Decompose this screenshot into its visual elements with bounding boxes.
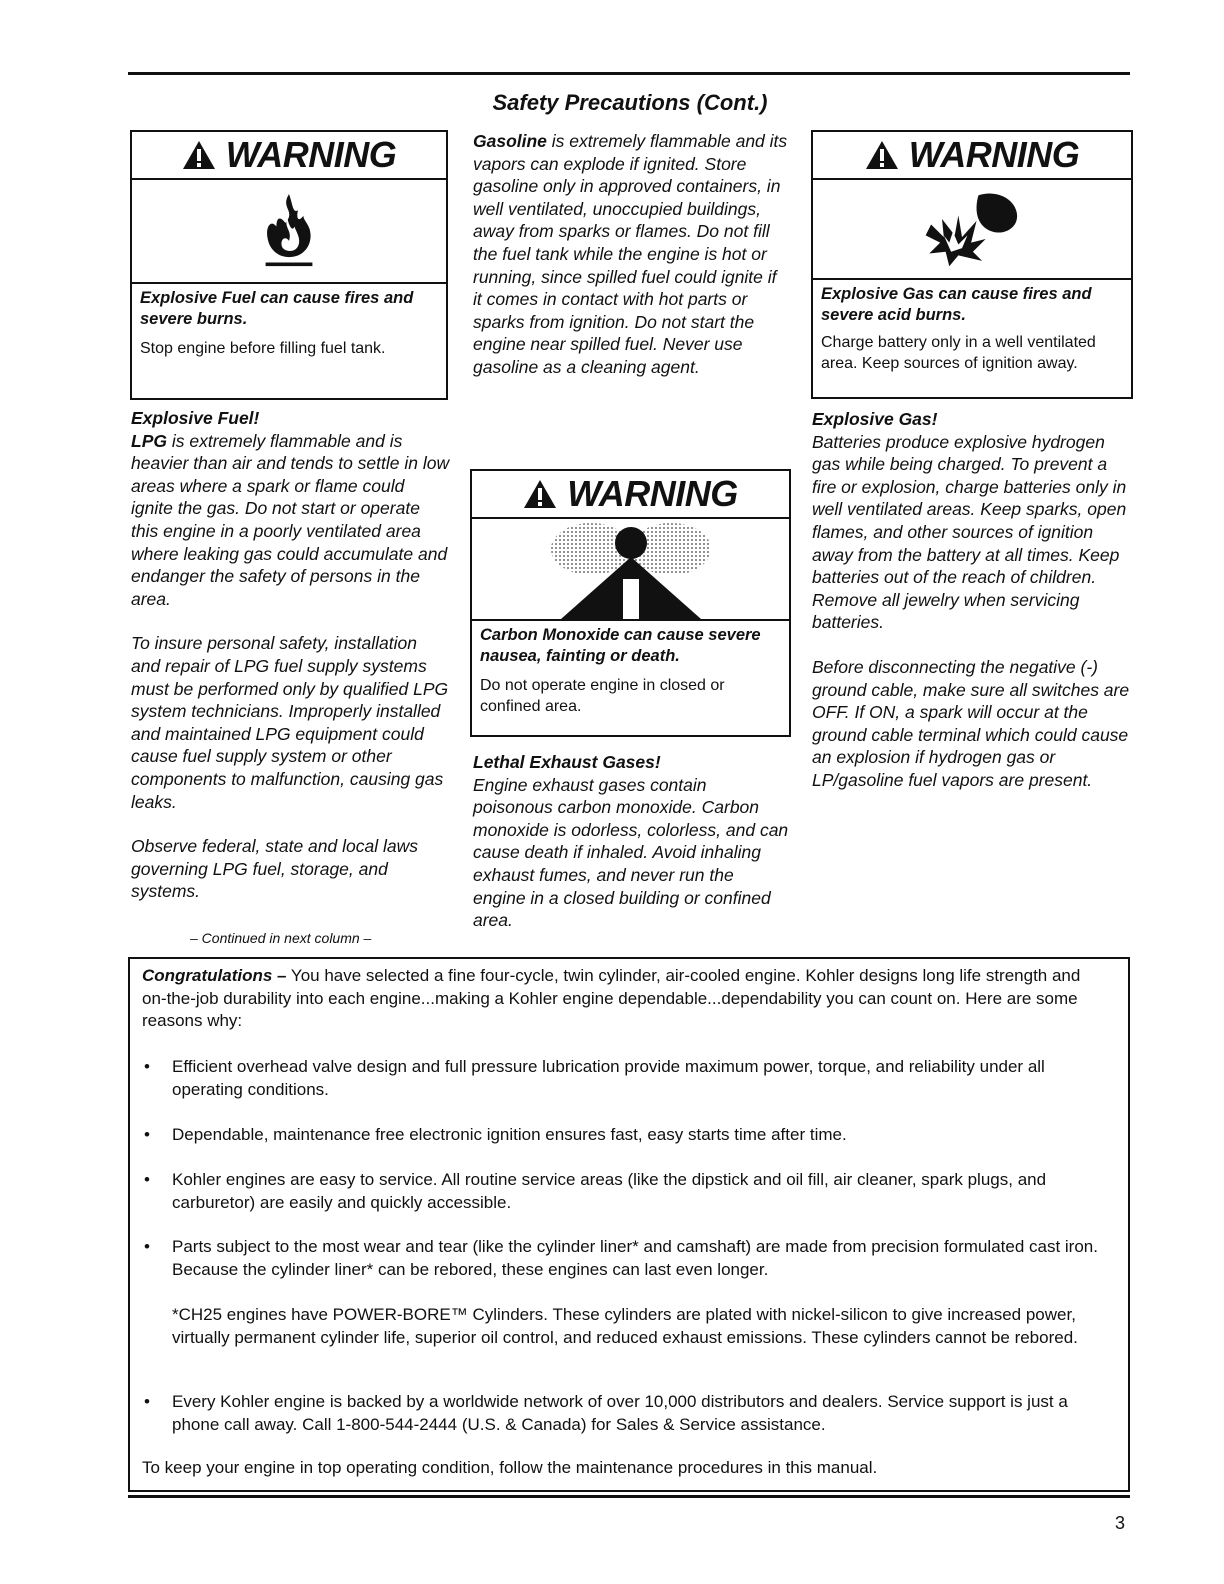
warning-caption: Explosive Fuel can cause fires and severe burns. — [132, 282, 446, 330]
exhaust-text: Engine exhaust gases contain poisonous carbon monoxide. Carbon monoxide is odorless, colorless, and can cause death if inhaled. Avoid inhaling exhaust fumes, and never run the engine in a closed building or confined area. — [473, 774, 789, 931]
explosive-fuel-paragraph — [131, 407, 451, 610]
bullet-icon: • — [144, 1125, 150, 1144]
congratulations-lead: Congratulations – — [142, 966, 287, 985]
list-item — [144, 1124, 1119, 1147]
middle-column — [473, 130, 789, 401]
warning-label: WARNING — [908, 134, 1080, 175]
warning-box-carbon-monoxide — [470, 469, 791, 737]
lpg-lead: LPG — [131, 430, 167, 451]
page-title: Safety Precautions (Cont.) — [492, 90, 768, 115]
bullet-icon: • — [144, 1237, 150, 1256]
gasoline-text: is extremely flammable and its vapors can explode if ignited. Store gasoline only in approved containers, in well ventilated, unoccupied buildings, away from sparks or flames. Do not fill the fuel tank while the engine is hot or running, since spilled fuel could ignite if it comes in contact with hot parts or sparks from ignition. Do not start the engine near spilled fuel. Never use gasoline as a cleaning agent. — [473, 131, 788, 377]
bullet-icon: • — [144, 1392, 150, 1411]
gasoline-paragraph — [473, 130, 789, 379]
section-heading: Explosive Fuel! — [131, 408, 260, 428]
warning-box-fuel — [130, 130, 448, 400]
list-item-text: Parts subject to the most wear and tear (like the cylinder liner* and camshaft) are made from precision formulated cast iron. Because the cylinder liner* can be rebored, these engines can last even longer. — [172, 1237, 1098, 1279]
congratulations-box — [128, 957, 1130, 1492]
top-rule — [128, 72, 1130, 75]
warning-label: WARNING — [567, 473, 738, 514]
battery-explosion-icon — [813, 180, 1131, 278]
lpg-text: is extremely flammable and is heavier than air and tends to settle in low areas where a spark or flame could ignite the gas. Do not start or operate this engine in a poorly ventilated area where leaking gas could accumulate and endanger the safety of persons in the area. — [131, 430, 450, 609]
exhaust-gas-icon — [472, 519, 789, 619]
warning-body: Do not operate engine in closed or confined area. — [480, 677, 725, 715]
closing-text: To keep your engine in top operating condition, follow the maintenance procedures in this manual. — [142, 1458, 878, 1477]
list-item-text: Efficient overhead valve design and full pressure lubrication provide maximum power, torque, and reliability under all operating conditions. — [172, 1057, 1045, 1099]
warning-caption: Carbon Monoxide can cause severe nausea, fainting or death. — [472, 619, 789, 667]
middle-column-lower — [473, 751, 789, 954]
list-item — [144, 1056, 1119, 1101]
warning-header — [813, 132, 1131, 180]
left-column — [131, 407, 451, 925]
warning-body: Charge battery only in a well ventilated area. Keep sources of ignition away. — [821, 334, 1096, 372]
paragraph: To insure personal safety, installation and repair of LPG fuel supply systems must be performed only by qualified LPG system technicians. Improperly installed and maintained LPG equipment could cause fuel supply system or other components to malfunction, causing gas leaks. — [131, 633, 449, 812]
section-heading: Lethal Exhaust Gases! — [473, 752, 661, 772]
section-heading: Explosive Gas! — [812, 409, 938, 429]
alert-triangle-icon — [865, 140, 899, 170]
page-number: 3 — [1115, 1513, 1126, 1533]
right-column — [812, 408, 1132, 814]
alert-triangle-icon — [182, 140, 216, 170]
battery-text: Batteries produce explosive hydrogen gas while being charged. To prevent a fire or explosion, charge batteries only in well ventilated areas. Keep sparks, open flames, and other sources of ignition away from the battery at all times. Keep batteries out of the reach of children. Remove all jewelry when servicing batteries. — [812, 431, 1127, 633]
power-bore-note: *CH25 engines have POWER-BORE™ Cylinders. These cylinders are plated with nickel-silicon to give increased power, virtually permanent cylinder life, superior oil control, and reduced exhaust emissions. These cylinders cannot be rebored. — [172, 1305, 1078, 1347]
gasoline-lead: Gasoline — [473, 131, 547, 151]
intro-text: You have selected a fine four-cycle, twin cylinder, air-cooled engine. Kohler designs long life strength and on-the-job durability into each engine...making a Kohler engine dependable...dependability you can count on. Here are some reasons why: — [142, 966, 1081, 1031]
list-item-text: Kohler engines are easy to service. All routine service areas (like the dipstick and oil fill, air cleaner, spark plugs, and carburetor) are easily and quickly accessible. — [172, 1170, 1047, 1212]
list-item-text: Dependable, maintenance free electronic ignition ensures fast, easy starts time after time. — [172, 1125, 847, 1144]
bottom-rule — [128, 1495, 1130, 1498]
bullet-icon: • — [144, 1170, 150, 1189]
continued-note: – Continued in next column – — [190, 930, 372, 946]
list-item — [144, 1169, 1119, 1214]
alert-triangle-icon — [523, 479, 557, 509]
list-item — [144, 1391, 1119, 1436]
paragraph: Observe federal, state and local laws governing LPG fuel, storage, and systems. — [131, 836, 418, 902]
warning-caption: Explosive Gas can cause fires and severe acid burns. — [813, 278, 1131, 326]
lethal-exhaust-paragraph — [473, 751, 789, 932]
list-item-text: Every Kohler engine is backed by a worldwide network of over 10,000 distributors and dealers. Service support is just a phone call away. Call 1-800-544-2444 (U.S. & Canada) for Sales & Service assistance. — [172, 1392, 1068, 1434]
explosive-gas-paragraph — [812, 408, 1132, 634]
list-item — [144, 1236, 1119, 1281]
congratulations-intro — [142, 965, 1102, 1033]
bullet-icon: • — [144, 1057, 150, 1076]
warning-box-battery — [811, 130, 1133, 399]
warning-label: WARNING — [225, 134, 397, 175]
warning-header — [132, 132, 446, 180]
warning-header — [472, 471, 789, 519]
fire-icon — [132, 180, 446, 282]
warning-body: Stop engine before filling fuel tank. — [140, 340, 386, 357]
paragraph: Before disconnecting the negative (-) ground cable, make sure all switches are OFF. If ON, a spark will occur at the ground cable terminal which could cause an explosion if hydrogen gas or LP/gasoline fuel vapors are present. — [812, 656, 1130, 790]
